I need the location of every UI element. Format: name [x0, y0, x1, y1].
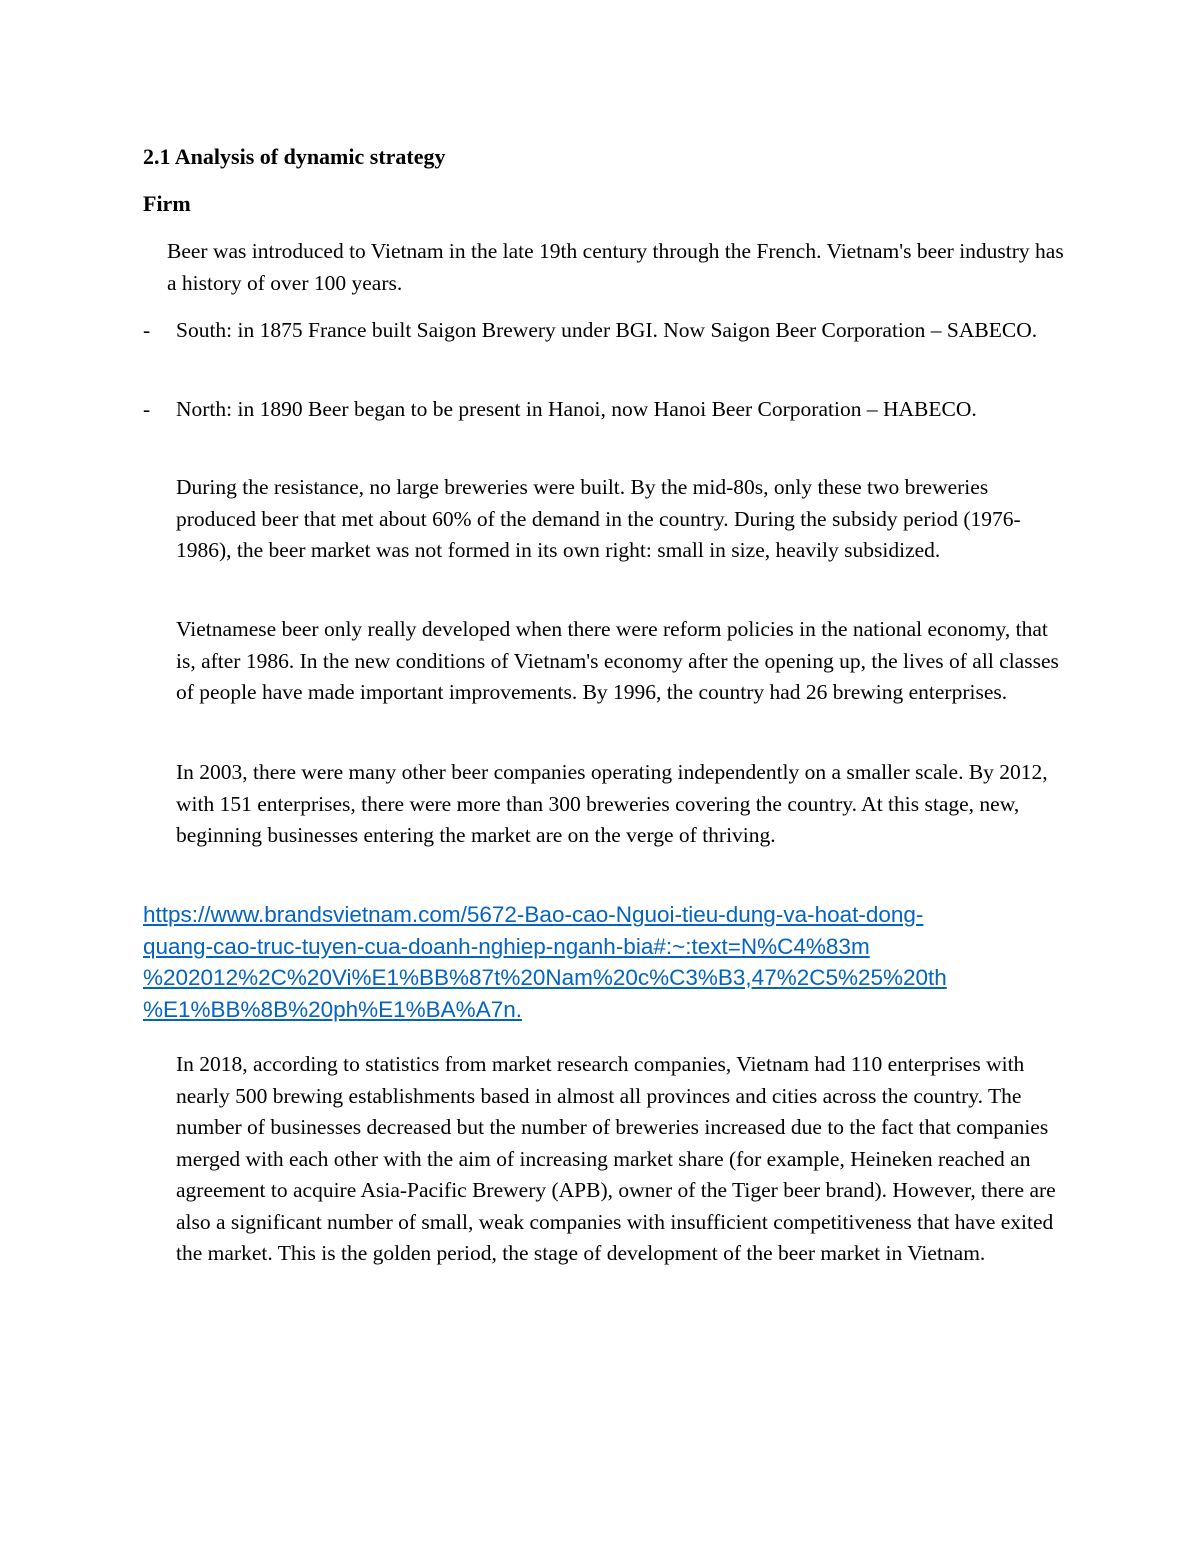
bullet-text: South: in 1875 France built Saigon Brewery under BGI. Now Saigon Beer Corporation – SABECO. — [176, 318, 1038, 342]
source-link[interactable] — [143, 899, 1063, 1025]
source-link-line: %202012%2C%20Vi%E1%BB%87t%20Nam%20c%C3%B3,47%2C5%25%20th — [143, 965, 947, 990]
paragraph-resistance: During the resistance, no large breweries were built. By the mid-80s, only these two breweries produced beer that met about 60% of the demand in the country. During the subsidy period (1976-1986), the beer market was not formed in its own right: small in size, heavily subsidized. — [176, 475, 1021, 562]
paragraph-2018: In 2018, according to statistics from market research companies, Vietnam had 110 enterprises with nearly 500 brewing establishments based in almost all provinces and cities across the country. The number of businesses decreased but the number of breweries increased due to the fact that companies merged with each other with the aim of increasing market share (for example, Heineken reached an agreement to acquire Asia-Pacific Brewery (APB), owner of the Tiger beer brand). However, there are also a significant number of small, weak companies with insufficient competitiveness that have exited the market. This is the golden period, the stage of development of the beer market in Vietnam. — [176, 1052, 1056, 1265]
section-title: 2.1 Analysis of dynamic strategy — [143, 144, 446, 169]
intro-paragraph: Beer was introduced to Vietnam in the late 19th century through the French. Vietnam's beer industry has a history of over 100 years. — [167, 239, 1064, 295]
source-link-line: quang-cao-truc-tuyen-cua-doanh-nghiep-nganh-bia#:~:text=N%C4%83m — [143, 933, 870, 959]
source-link-line: https://www.brandsvietnam.com/5672-Bao-cao-Nguoi-tieu-dung-va-hoat-dong- — [143, 902, 924, 927]
source-link-line: %E1%BB%8B%20ph%E1%BA%A7n. — [143, 996, 522, 1022]
paragraph-2003: In 2003, there were many other beer companies operating independently on a smaller scale. By 2012, with 151 enterprises, there were more than 300 breweries covering the country. At this stage, new, beginning businesses entering the market are on the verge of thriving. — [176, 760, 1048, 847]
bullet-marker: - — [143, 318, 151, 342]
subheading-firm: Firm — [143, 191, 191, 216]
bullet-text: North: in 1890 Beer began to be present in Hanoi, now Hanoi Beer Corporation – HABECO. — [176, 397, 977, 421]
bullet-marker: - — [143, 397, 151, 421]
paragraph-reform: Vietnamese beer only really developed when there were reform policies in the national economy, that is, after 1986. In the new conditions of Vietnam's economy after the opening up, the lives of all classes of people have made important improvements. By 1996, the country had 26 brewing enterprises. — [176, 617, 1059, 704]
